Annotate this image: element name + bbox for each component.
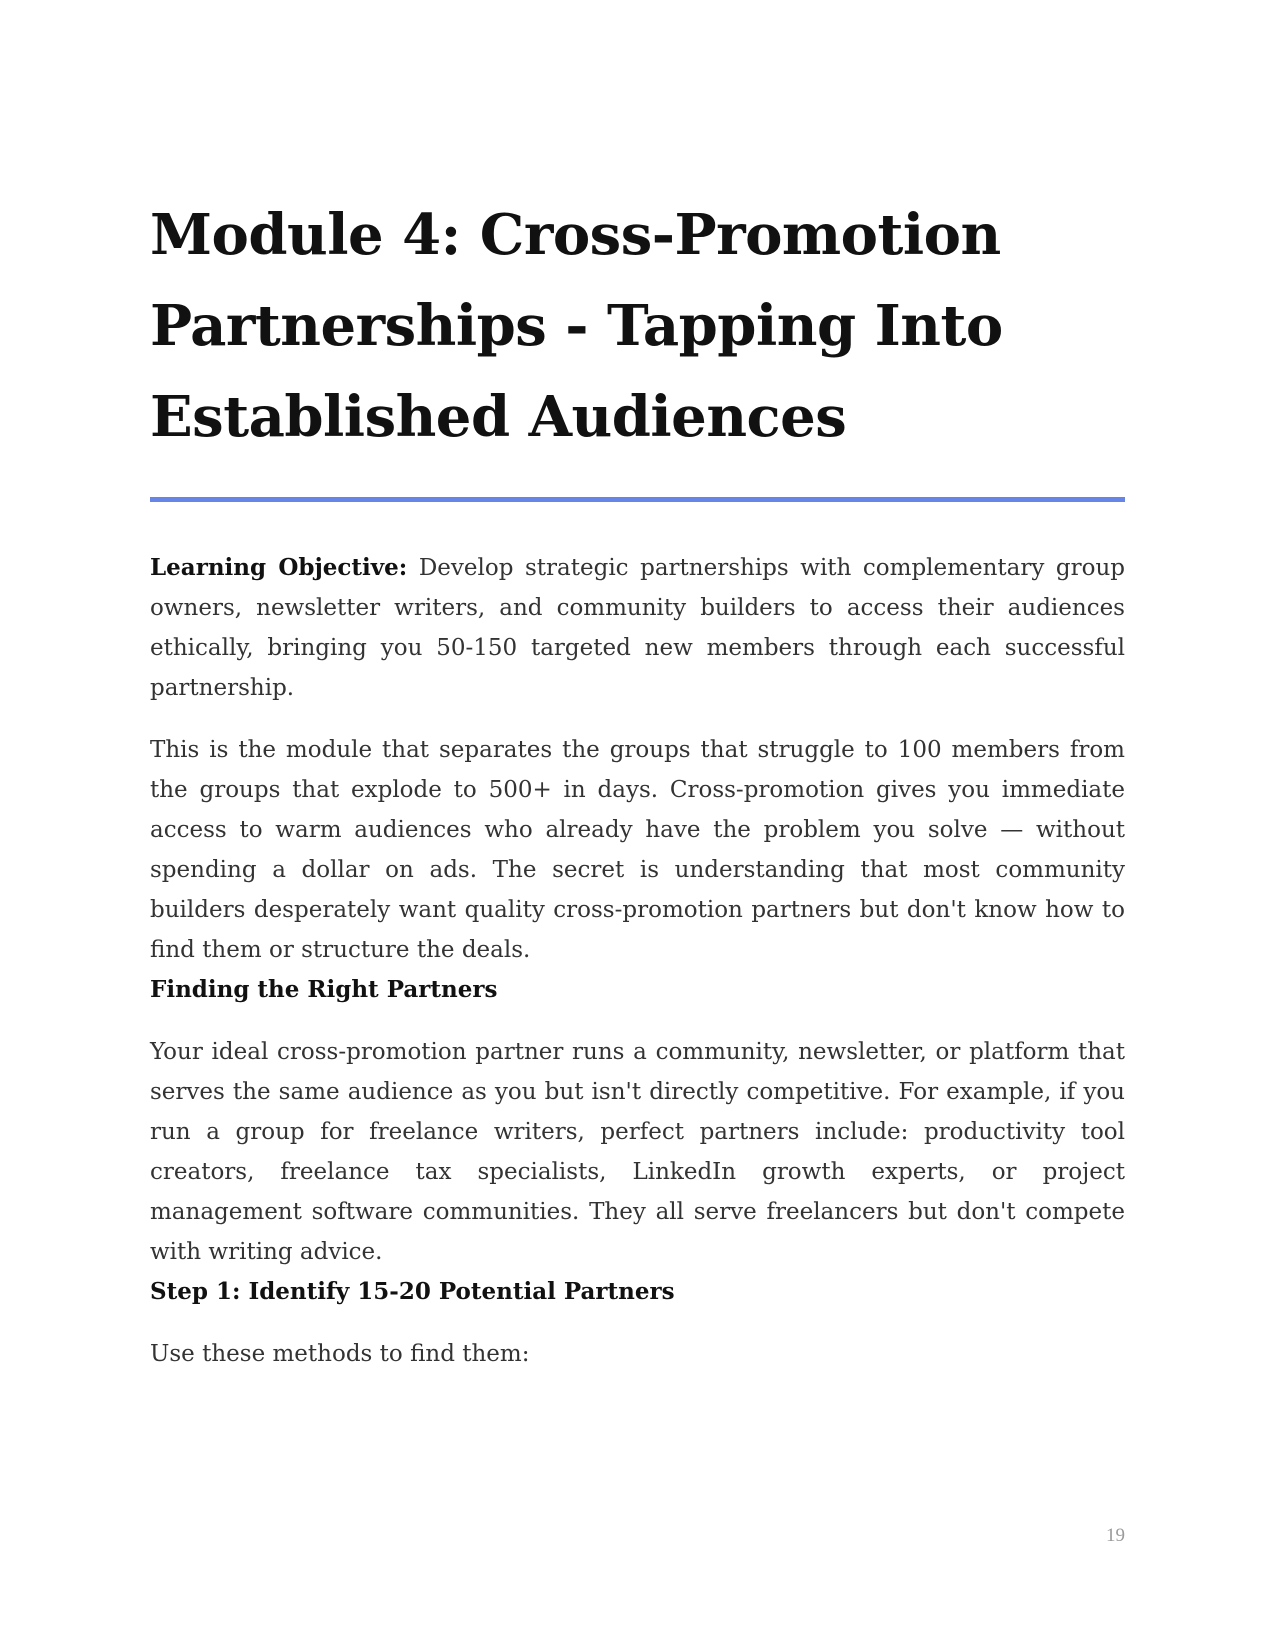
title-divider <box>150 497 1125 502</box>
finding-partners-paragraph: Your ideal cross-promotion partner runs a community, newsletter, or platform that serves the same audience as you but isn't directly competitive. For example, if you run a group for freelance writers, perfect partners include: productivity tool creators, freelance tax specialists, LinkedIn growth experts, or project management software communities. They all serve freelancers but don't compete with writing advice. <box>150 1039 1125 1265</box>
learning-objective-paragraph <box>150 548 1125 708</box>
page-number: 19 <box>1106 1525 1125 1546</box>
learning-objective-text: Develop strategic partnerships with complementary group owners, newsletter writers, and community builders to access their audiences ethically, bringing you 50-150 targeted new members through each successful partnership. <box>150 555 1125 701</box>
step1-heading: Step 1: Identify 15-20 Potential Partners <box>150 1278 675 1305</box>
step1-paragraph: Use these methods to find them: <box>150 1341 530 1367</box>
document-page <box>150 190 1125 1374</box>
learning-objective-label: Learning Objective: <box>150 554 408 581</box>
module-title: Module 4: Cross-Promotion Partnerships - Tapping Into Established Audiences <box>150 202 1003 450</box>
intro-paragraph: This is the module that separates the groups that struggle to 100 members from the groups that explode to 500+ in days. Cross-promotion gives you immediate access to warm audiences who already have the problem you solve — without spending a dollar on ads. The secret is understanding that most community builders desperately want quality cross-promotion partners but don't know how to find them or structure the deals. <box>150 737 1125 963</box>
finding-partners-heading: Finding the Right Partners <box>150 976 498 1003</box>
